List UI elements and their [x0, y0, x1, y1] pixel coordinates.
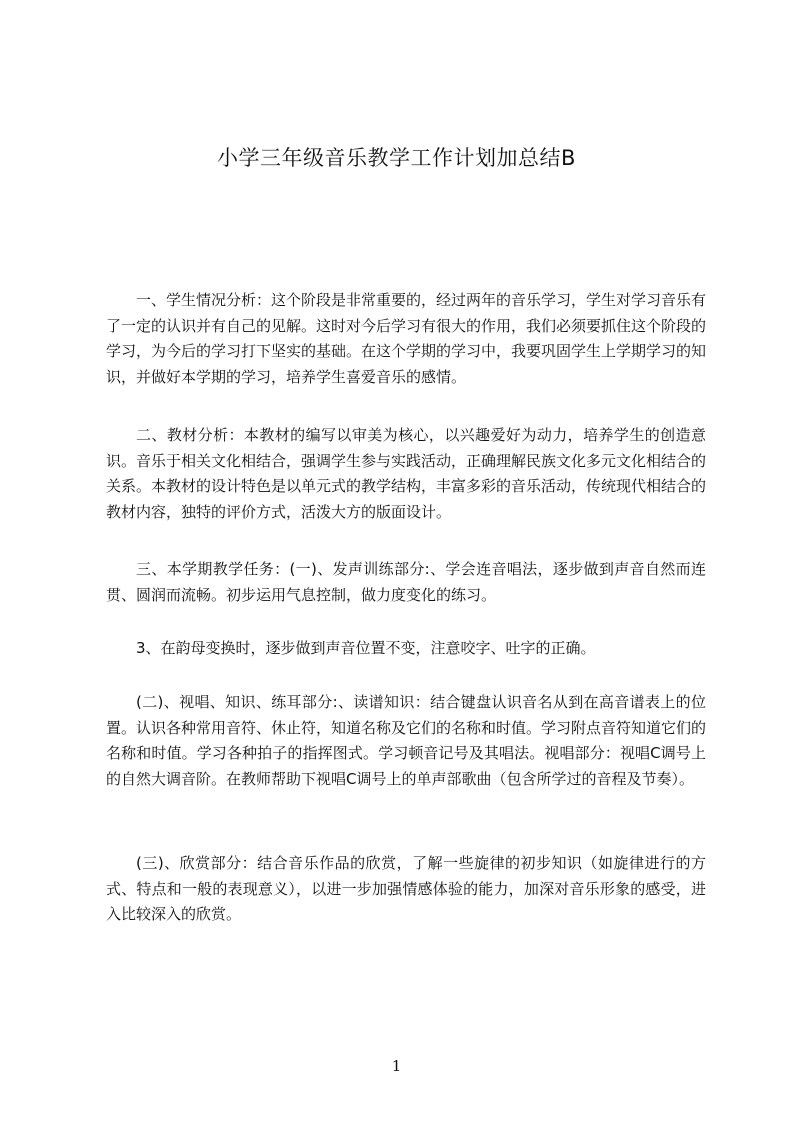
paragraph-sight-singing: (二)、视唱、知识、练耳部分:、读谱知识：结合键盘认识音名从到在高音谱表上的位置。认识各种常用音符、休止符，知道名称及它们的名称和时值。学习附点音符知道它们的名称和时值。学习各种拍子的指挥图式。学习顿音记号及其唱法。视唱部分：视唱C调号上的自然大调音阶。在教师帮助下视唱C调号上的单声部歌曲（包含所学过的音程及节奏）。 — [106, 693, 707, 788]
paragraph-appreciation: (三)、欣赏部分：结合音乐作品的欣赏，了解一些旋律的初步知识（如旋律进行的方式、特点和一般的表现意义），以进一步加强情感体验的能力，加深对音乐形象的感受，进入比较深入的欣赏。 — [106, 854, 706, 923]
paragraph-student-analysis: 一、学生情况分析：这个阶段是非常重要的，经过两年的音乐学习，学生对学习音乐有了一定的认识并有自己的见解。这时对今后学习有很大的作用，我们必须要抓住这个阶段的学习，为今后的学习打下坚实的基础。在这个学期的学习中，我要巩固学生上学期学习的知识，并做好本学期的学习，培养学生喜爱音乐的感情。 — [106, 291, 707, 386]
paragraph-textbook-analysis: 二、教材分析：本教材的编写以审美为核心，以兴趣爱好为动力，培养学生的创造意识。音乐于相关文化相结合，强调学生参与实践活动，正确理解民族文化多元文化相结合的关系。本教材的设计特色是以单元式的教学结构，丰富多彩的音乐活动，传统现代相结合的教材内容，独特的评价方式，活泼大方的版面设计。 — [106, 426, 707, 521]
document-title: 小学三年级音乐教学工作计划加总结B — [217, 146, 576, 170]
page-number: 1 — [391, 1057, 402, 1075]
paragraph-vowel-changes: 3、在韵母变换时，逐步做到声音位置不变，注意咬字、吐字的正确。 — [136, 639, 596, 657]
paragraph-teaching-tasks: 三、本学期教学任务：(一)、发声训练部分:、学会连音唱法，逐步做到声音自然而连贯、圆润而流畅。初步运用气息控制，做力度变化的练习。 — [106, 560, 706, 604]
